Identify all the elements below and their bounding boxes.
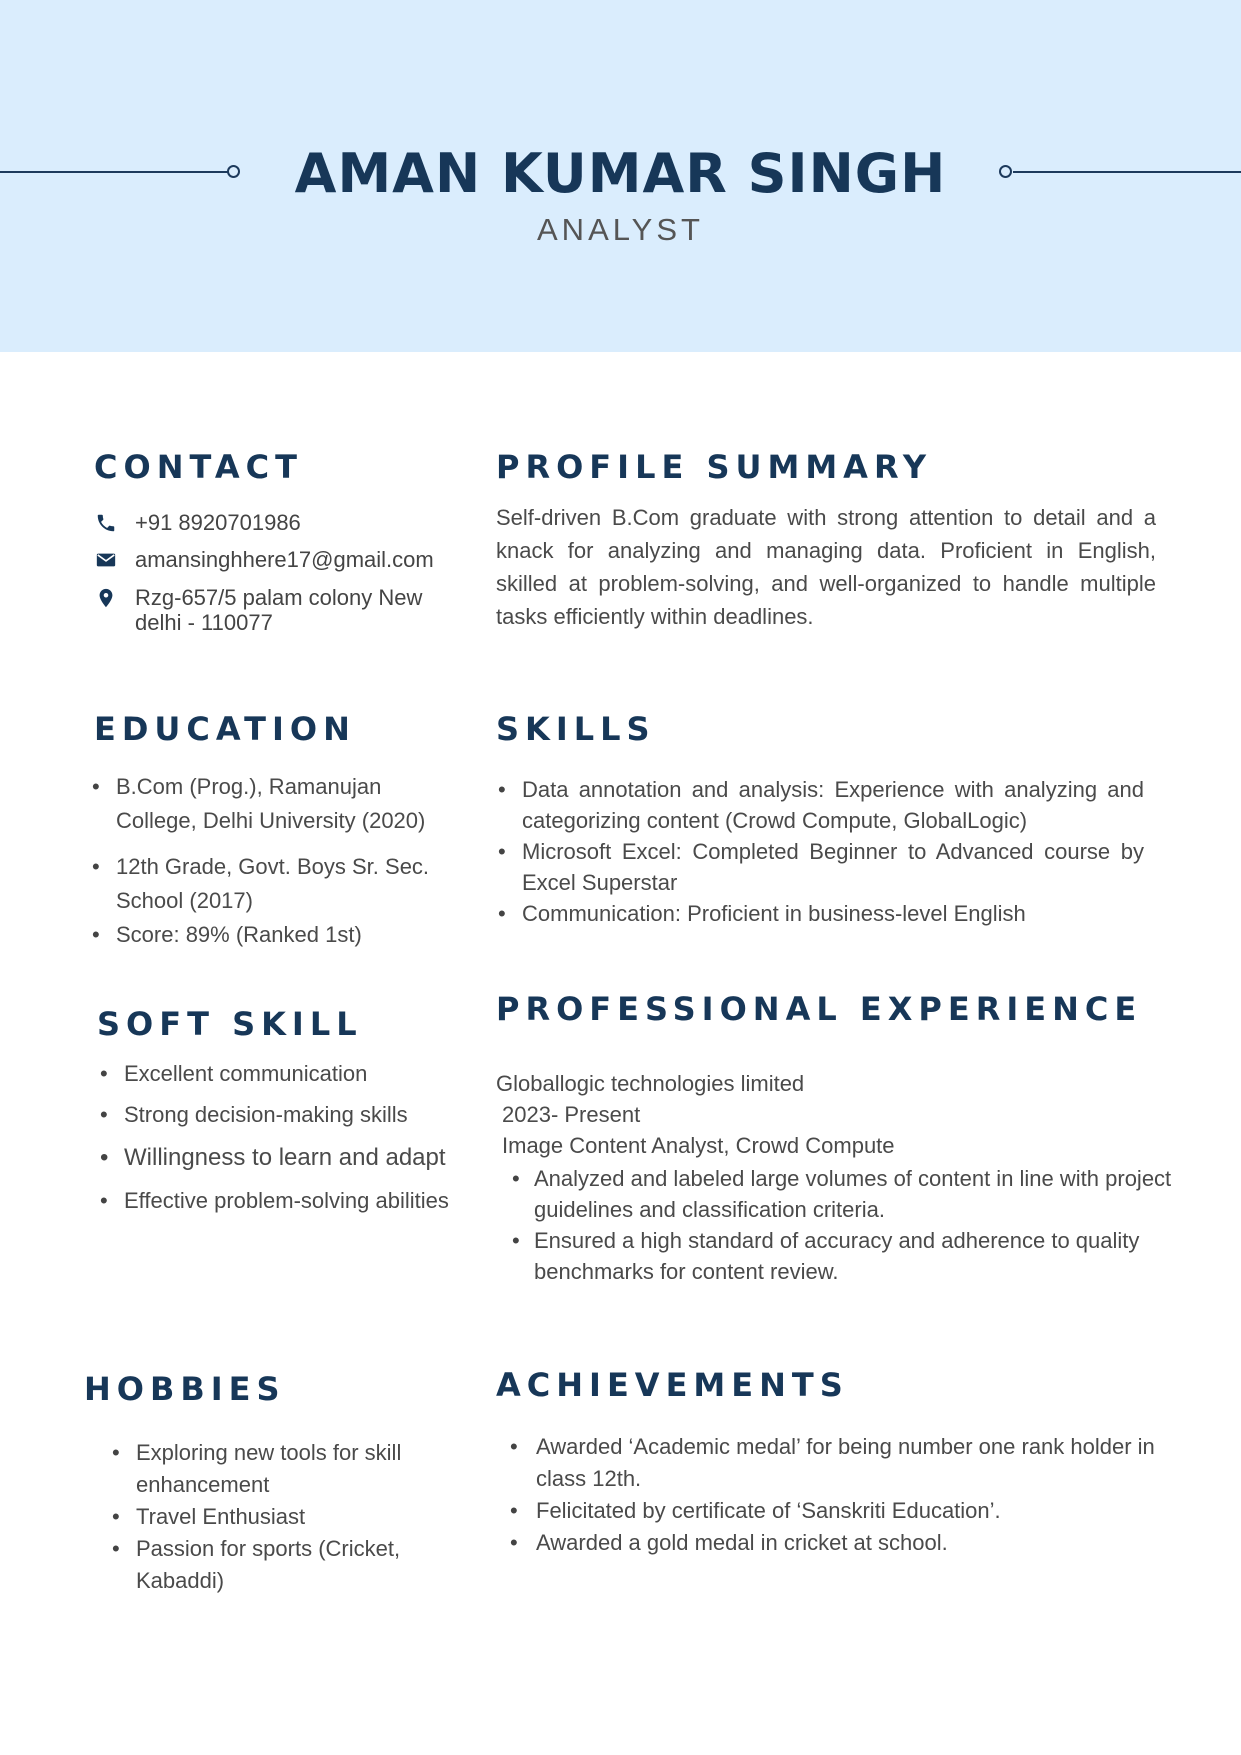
- skill-item: • Microsoft Excel: Completed Beginner to Advanced course by Excel Superstar: [496, 836, 1144, 898]
- location-icon: [94, 587, 118, 609]
- experience-duty-item: • Ensured a high standard of accuracy and adherence to quality benchmarks for content review.: [510, 1225, 1210, 1287]
- contact-phone: [94, 510, 454, 535]
- soft-skill-item: • Excellent communication: [98, 1053, 468, 1094]
- skill-item: • Data annotation and analysis: Experience with analyzing and categorizing content (Crowd Compute, GlobalLogic): [496, 774, 1144, 836]
- experience-period: 2023- Present: [502, 1102, 641, 1127]
- profile-summary-heading: PROFILE SUMMARY: [496, 448, 932, 486]
- soft-skill-item: • Effective problem-solving abilities: [98, 1180, 468, 1221]
- skill-item: • Communication: Proficient in business-level English: [496, 898, 1144, 929]
- candidate-name: AMAN KUMAR SINGH: [294, 142, 947, 205]
- phone-icon: [94, 512, 118, 534]
- education-item: • 12th Grade, Govt. Boys Sr. Sec. School (2017): [90, 850, 450, 918]
- email-address: amansinghhere17@gmail.com: [135, 547, 434, 572]
- experience-company: Globallogic technologies limited: [496, 1071, 805, 1096]
- achievements-list: [508, 1431, 1208, 1559]
- achievement-item: • Felicitated by certificate of ‘Sanskriti Education’.: [508, 1495, 1208, 1527]
- address-line-2: delhi - 110077: [135, 610, 273, 635]
- education-heading: EDUCATION: [94, 710, 356, 748]
- contact-address: [94, 585, 454, 635]
- address-line-1: Rzg-657/5 palam colony New: [135, 585, 423, 610]
- education-list: [90, 770, 450, 952]
- soft-skill-item: • Strong decision-making skills: [98, 1094, 468, 1135]
- contact-email: [94, 547, 454, 572]
- achievements-heading: ACHIEVEMENTS: [496, 1366, 849, 1404]
- soft-skill-list: [98, 1053, 468, 1221]
- hobby-item: • Travel Enthusiast: [110, 1501, 440, 1533]
- email-icon: [94, 549, 118, 571]
- phone-number: +91 8920701986: [135, 510, 301, 535]
- skills-heading: SKILLS: [496, 710, 656, 748]
- experience-heading: PROFESSIONAL EXPERIENCE: [496, 990, 1143, 1028]
- education-item: • Score: 89% (Ranked 1st): [90, 918, 450, 952]
- hobby-item: • Exploring new tools for skill enhancement: [110, 1437, 440, 1501]
- experience-duty-item: • Analyzed and labeled large volumes of content in line with project guidelines and classification criteria.: [510, 1163, 1210, 1225]
- contact-heading: CONTACT: [94, 448, 303, 486]
- hobbies-list: [110, 1437, 440, 1597]
- hobby-item: • Passion for sports (Cricket, Kabaddi): [110, 1533, 440, 1597]
- candidate-role: ANALYST: [537, 212, 704, 247]
- skills-list: [496, 774, 1144, 929]
- experience-duties-list: [510, 1163, 1210, 1287]
- soft-skill-item: • Willingness to learn and adapt: [98, 1135, 468, 1180]
- education-item: • B.Com (Prog.), Ramanujan College, Delhi University (2020): [90, 770, 450, 838]
- experience-position: Image Content Analyst, Crowd Compute: [502, 1133, 895, 1158]
- achievement-item: • Awarded a gold medal in cricket at school.: [508, 1527, 1208, 1559]
- achievement-item: • Awarded ‘Academic medal’ for being number one rank holder in class 12th.: [508, 1431, 1208, 1495]
- profile-summary-text: Self-driven B.Com graduate with strong attention to detail and a knack for analyzing and managing data. Proficient in English, skilled at problem-solving, and well-organized to handle multiple tasks efficiently within deadlines.: [496, 505, 1156, 629]
- hobbies-heading: HOBBIES: [84, 1370, 286, 1408]
- soft-skill-heading: SOFT SKILL: [97, 1005, 363, 1043]
- header-banner: [0, 0, 1241, 352]
